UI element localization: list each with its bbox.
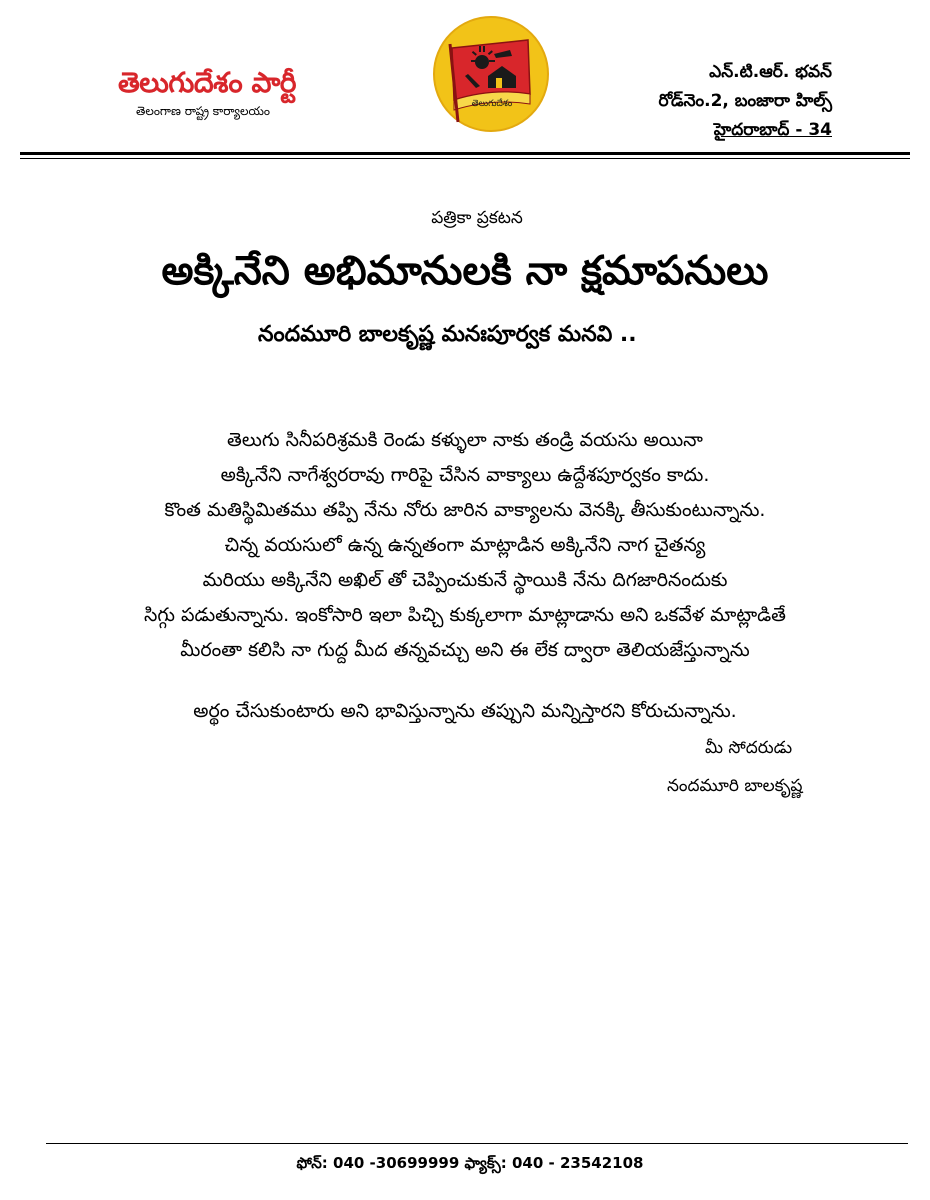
party-office-label: తెలంగాణ రాష్ట్ర కార్యాలయం <box>136 104 270 118</box>
contact-footer: ఫోన్: 040 -30699999 ఫ్యాక్స్: 040 - 23542108 <box>296 1154 644 1172</box>
footer-divider <box>46 1143 908 1144</box>
body-line: తెలుగు సినీపరిశ్రమకి రెండు కళ్ళులా నాకు తండ్రి వయసు అయినా <box>227 429 703 451</box>
party-name: తెలుగుదేశం పార్టీ <box>118 66 296 99</box>
body-line: అక్కినేని నాగేశ్వరరావు గారిపై చేసిన వాక్యాలు ఉద్దేశపూర్వకం కాదు. <box>220 464 710 486</box>
address-line-3: హైదరాబాద్ - 34 <box>713 120 832 140</box>
press-release-label: పత్రికా ప్రకటన <box>431 208 523 228</box>
page-subtitle: నందమూరి బాలకృష్ణ మనఃపూర్వక మనవి .. <box>258 322 637 347</box>
letter-body <box>0 423 930 668</box>
address-line-1: ఎన్.టి.ఆర్. భవన్ <box>709 62 832 82</box>
header-divider-thin <box>20 158 910 159</box>
body-line: సిగ్గు పడుతున్నాను. ఇంకోసారి ఇలా పిచ్చి కుక్కలాగా మాట్లాడాను అని ఒకవేళ మాట్లాడితే <box>144 604 786 626</box>
letterhead <box>0 0 930 160</box>
party-branding <box>118 66 348 121</box>
header-divider <box>20 152 910 155</box>
logo-text: తెలుగుదేశం <box>471 99 513 109</box>
closing-line: అర్థం చేసుకుంటారు అని భావిస్తున్నాను తప్పుని మన్నిస్తారని కోరుచున్నాను. <box>193 700 737 722</box>
body-line: మీరంతా కలిసి నా గుద్ద మీద తన్నవచ్చు అని ఈ లేక ద్వారా తెలియజేస్తున్నాను <box>180 639 750 661</box>
body-line: కొంత మతిస్థిమితము తప్పి నేను నోరు జారిన వాక్యాలను వెనక్కి తీసుకుంటున్నాను. <box>164 499 766 521</box>
page-title: అక్కినేని అభిమానులకి నా క్షమాపనులు <box>161 248 769 294</box>
body-line: చిన్న వయసులో ఉన్న ఉన్నతంగా మాట్లాడిన అక్కినేని నాగ చైతన్య <box>224 534 706 556</box>
signature-salutation: మీ సోదరుడు <box>705 738 793 758</box>
office-address <box>658 58 832 145</box>
address-line-2: రోడ్‌నెం.2, బంజారా హిల్స్ <box>658 91 832 111</box>
signature-name: నందమూరి బాలకృష్ణ <box>667 776 803 796</box>
body-line: మరియు అక్కినేని అఖిల్ తో చెప్పించుకునే స్థాయికి నేను దిగజారినందుకు <box>202 569 728 591</box>
party-logo-icon <box>432 14 550 134</box>
